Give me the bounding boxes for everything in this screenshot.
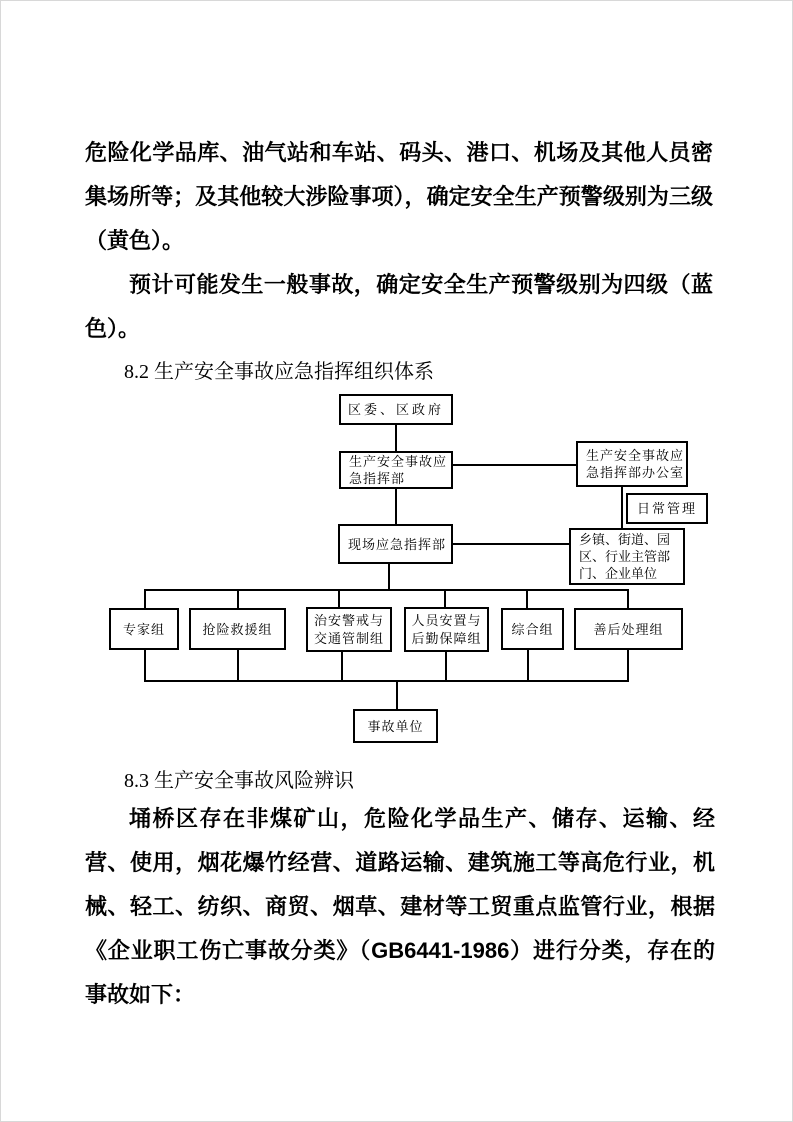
paragraph-warning-level-3: 危险化学品库、油气站和车站、码头、港口、机场及其他人员密集场所等；及其他较大涉险事项），确定安全生产预警级别为三级（黄色）。	[85, 140, 713, 253]
node-general-group: 综合组	[501, 608, 564, 650]
node-accident-unit: 事故单位	[353, 709, 438, 743]
node-district-committee-government: 区委、区政府	[339, 394, 453, 425]
paragraph-risk-identification: 埇桥区存在非煤矿山，危险化学品生产、储存、运输、经营、使用，烟花爆竹经营、道路运输、建筑施工等高危行业，机械、轻工、纺织、商贸、烟草、建材等工贸重点监管行业，根据《企业职工伤亡事故分类》（GB6441-1986）进行分类，存在的事故如下：	[85, 806, 715, 1007]
node-emergency-command-hq: 生产安全事故应急指挥部	[339, 451, 453, 489]
node-rescue-group: 抢险救援组	[189, 608, 286, 650]
node-township-street-park-units: 乡镇、街道、园区、行业主管部门、企业单位	[569, 528, 685, 585]
paragraph-warning-level-4: 预计可能发生一般事故，确定安全生产预警级别为四级（蓝色）。	[85, 272, 713, 341]
node-aftermath-group: 善后处理组	[574, 608, 683, 650]
section-heading-8-3: 8.3 生产安全事故风险辨识	[124, 770, 354, 792]
node-onsite-emergency-hq: 现场应急指挥部	[338, 524, 453, 564]
node-security-traffic-control-group: 治安警戒与交通管制组	[306, 607, 392, 652]
node-daily-management: 日常管理	[626, 493, 708, 524]
section-heading-8-2: 8.2 生产安全事故应急指挥组织体系	[124, 361, 434, 383]
node-emergency-command-hq-office: 生产安全事故应急指挥部办公室	[576, 441, 688, 487]
node-expert-group: 专家组	[109, 608, 179, 650]
node-resettlement-logistics-group: 人员安置与后勤保障组	[404, 607, 489, 652]
